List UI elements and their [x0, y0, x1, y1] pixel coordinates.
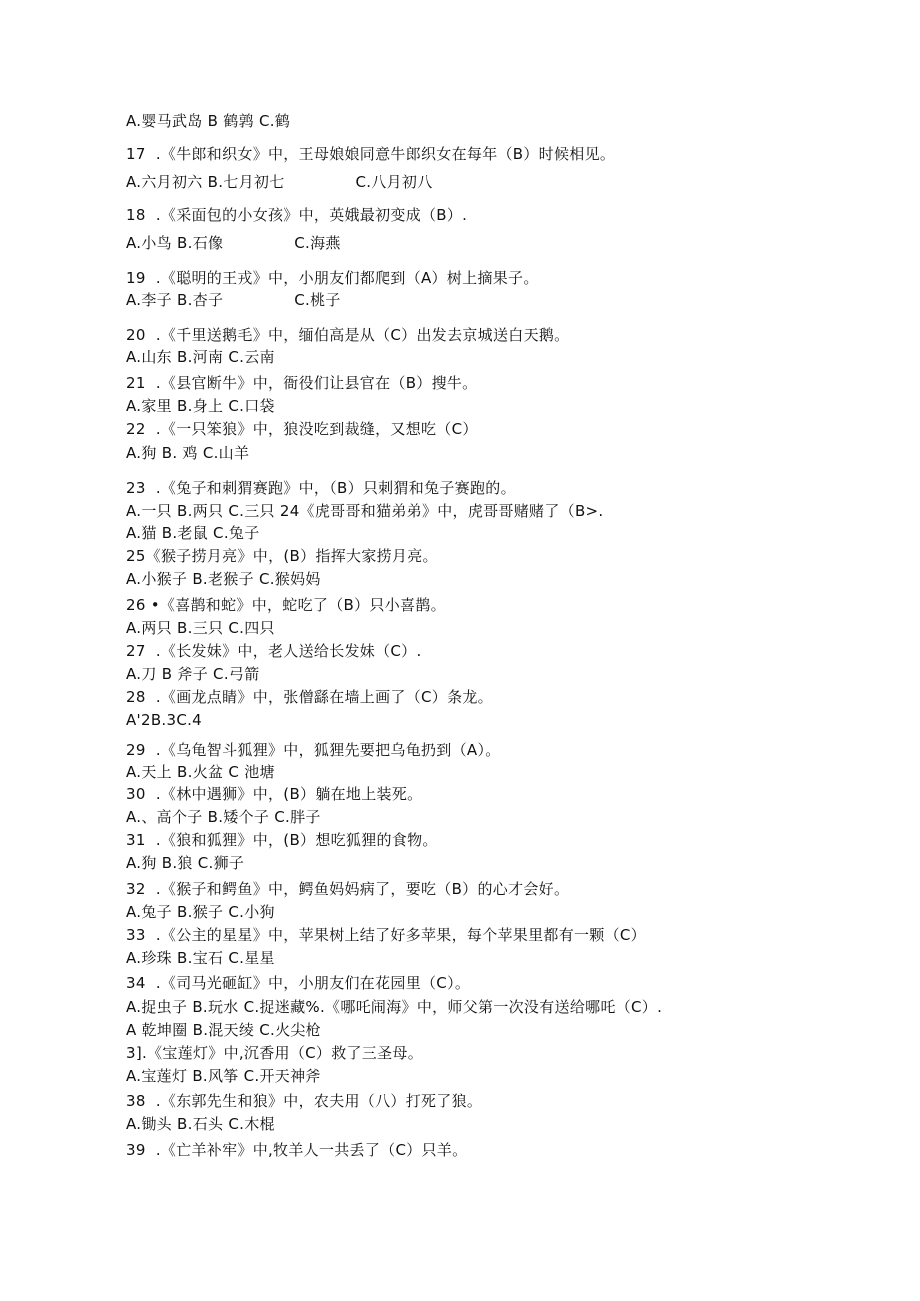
text-line: 25《猴子捞月亮》中，(B）指挥大家捞月亮。 — [126, 547, 438, 565]
text-line: A.一只 B.两只 C.三只 24《虎哥哥和猫弟弟》中，虎哥哥赌赌了（B>. — [126, 502, 604, 520]
text-line: A.婴马武岛 B 鹤鹑 C.鹤 — [126, 112, 291, 130]
text-line: A.天上 B.火盆 C 池塘 — [126, 763, 275, 781]
text-line: 26 •《喜鹊和蛇》中，蛇吃了（B）只小喜鹊。 — [126, 596, 446, 614]
text-line: 39 .《亡羊补牢》中,牧羊人一共丢了（C）只羊。 — [126, 1141, 468, 1159]
text-line: 21 .《县官断牛》中，衙役们让县官在（B）搜牛。 — [126, 374, 478, 392]
text-line: A.山东 B.河南 C.云南 — [126, 348, 275, 366]
text-line: A.捉虫子 B.玩水 C.捉迷藏%.《哪吒闹海》中，师父第一次没有送给哪吒（C）. — [126, 998, 663, 1016]
text-line: A.、高个子 B.矮个子 C.胖子 — [126, 808, 321, 826]
text-line: A.六月初六 B.七月初七 C.八月初八 — [126, 173, 433, 191]
text-line: 22 .《一只笨狼》中，狼没吃到裁缝，又想吃（C） — [126, 420, 478, 438]
text-line: 18 .《采面包的小女孩》中，英娥最初变成（B）. — [126, 206, 468, 224]
text-line: A.锄头 B.石头 C.木棍 — [126, 1115, 275, 1133]
text-line: A.刀 B 斧子 C.弓箭 — [126, 665, 260, 683]
text-line: A.小猴子 B.老猴子 C.猴妈妈 — [126, 570, 321, 588]
text-line: 17 .《牛郎和织女》中，王母娘娘同意牛郎织女在每年（B）时候相见。 — [126, 145, 616, 163]
text-line: 34 .《司马光砸缸》中，小朋友们在花园里（C）。 — [126, 974, 471, 992]
text-line: 33 .《公主的星星》中，苹果树上结了好多苹果，每个苹果里都有一颗（C） — [126, 926, 646, 944]
text-line: 32 .《猴子和鳄鱼》中，鳄鱼妈妈病了，要吃（B）的心才会好。 — [126, 880, 570, 898]
text-line: 3].《宝莲灯》中,沉香用（C）救了三圣母。 — [126, 1044, 424, 1062]
text-line: A.两只 B.三只 C.四只 — [126, 619, 275, 637]
text-line: 30 .《林中遇狮》中，(B）躺在地上装死。 — [126, 785, 423, 803]
text-line: 27 .《长发妹》中，老人送给长发妹（C）. — [126, 642, 422, 660]
text-line: A.小鸟 B.石像 C.海燕 — [126, 234, 341, 252]
text-line: 23 .《兔子和刺猬赛跑》中，（B）只刺猬和兔子赛跑的。 — [126, 479, 516, 497]
text-line: 38 .《东郭先生和狼》中，农夫用（八）打死了狼。 — [126, 1092, 483, 1110]
text-line: 20 .《千里送鹅毛》中，缅伯高是从（C）出发去京城送白天鹅。 — [126, 326, 570, 344]
text-line: A.狗 B.狼 C.狮子 — [126, 854, 245, 872]
text-line: A'2B.3C.4 — [126, 711, 203, 729]
text-line: 19 .《聪明的王戎》中，小朋友们都爬到（A）树上摘果子。 — [126, 269, 539, 287]
text-line: 31 .《狼和狐狸》中，(B）想吃狐狸的食物。 — [126, 831, 438, 849]
text-line: A.兔子 B.猴子 C.小狗 — [126, 903, 275, 921]
text-line: A.李子 B.杏子 C.桃子 — [126, 291, 341, 309]
text-line: 29 .《乌龟智斗狐狸》中，狐狸先要把乌龟扔到（A）。 — [126, 741, 501, 759]
text-line: A 乾坤圈 B.混天绫 C.火尖枪 — [126, 1021, 321, 1039]
text-line: A.珍珠 B.宝石 C.星星 — [126, 949, 275, 967]
text-line: 28 .《画龙点睛》中，张僧繇在墙上画了（C）条龙。 — [126, 688, 493, 706]
text-line: A.猫 B.老鼠 C.兔子 — [126, 524, 260, 542]
text-line: A.狗 B. 鸡 C.山羊 — [126, 444, 250, 462]
text-line: A.家里 B.身上 C.口袋 — [126, 397, 275, 415]
text-line: A.宝莲灯 B.风筝 C.开天神斧 — [126, 1067, 321, 1085]
